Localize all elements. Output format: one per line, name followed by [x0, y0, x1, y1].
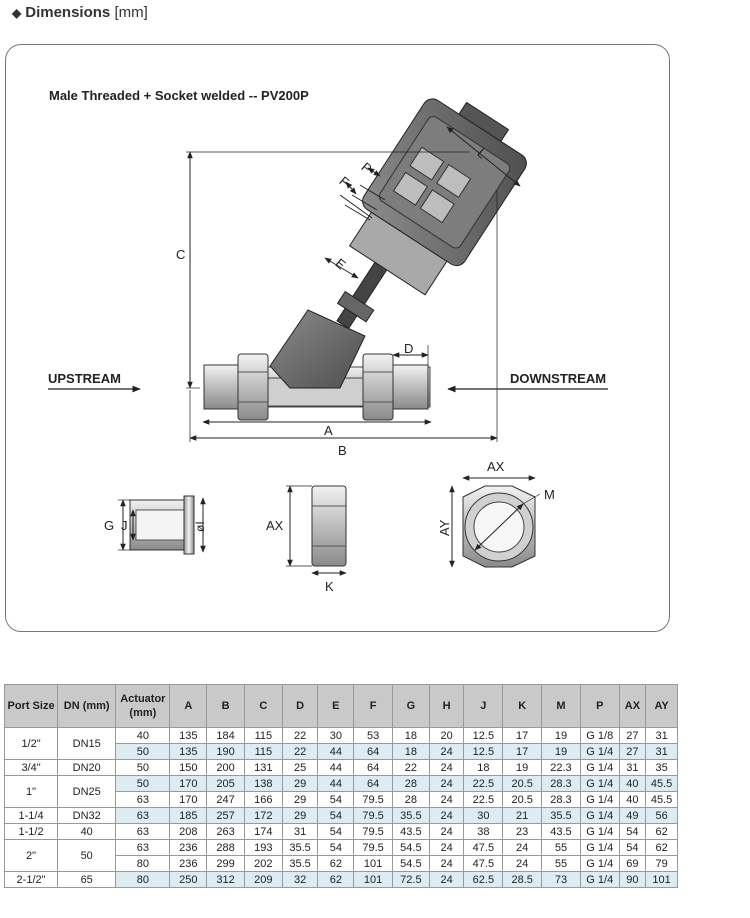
table-cell: 63 [116, 824, 170, 840]
port-size-cell: 1-1/2 [5, 824, 58, 840]
table-cell: 29 [282, 808, 318, 824]
table-cell: 28 [393, 792, 430, 808]
table-cell: 49 [619, 808, 646, 824]
table-cell: 257 [207, 808, 245, 824]
table-cell: 24 [503, 840, 542, 856]
dimensions-table [4, 684, 678, 888]
table-cell: 22 [282, 744, 318, 760]
table-cell: 263 [207, 824, 245, 840]
table-cell: G 1/4 [580, 776, 619, 792]
table-cell: 73 [542, 872, 581, 888]
port-size-cell: 1" [5, 776, 58, 808]
table-cell: 208 [170, 824, 207, 840]
column-header: P [580, 685, 619, 728]
column-header: D [282, 685, 318, 728]
table-cell: 79.5 [354, 824, 393, 840]
table-row [5, 808, 678, 824]
table-cell: 35.5 [393, 808, 430, 824]
table-cell: 312 [207, 872, 245, 888]
table-cell: 40 [116, 728, 170, 744]
table-cell: 172 [244, 808, 282, 824]
column-header: Port Size [5, 685, 58, 728]
table-cell: 170 [170, 792, 207, 808]
table-cell: 24 [503, 856, 542, 872]
table-cell: G 1/4 [580, 808, 619, 824]
table-cell: 247 [207, 792, 245, 808]
table-cell: 24 [429, 856, 464, 872]
table-cell: 54.5 [393, 840, 430, 856]
column-header: AX [619, 685, 646, 728]
table-cell: G 1/4 [580, 792, 619, 808]
dim-label-p: P [358, 159, 375, 177]
table-cell: 17 [503, 744, 542, 760]
table-cell: 64 [354, 744, 393, 760]
dim-label-m: M [544, 487, 555, 502]
table-cell: 28.5 [503, 872, 542, 888]
table-cell: 28.3 [542, 792, 581, 808]
table-cell: 236 [170, 840, 207, 856]
table-cell: 202 [244, 856, 282, 872]
table-cell: 17 [503, 728, 542, 744]
table-cell: 22 [393, 760, 430, 776]
dim-label-j: J [121, 518, 128, 533]
table-cell: 190 [207, 744, 245, 760]
table-cell: 54 [619, 840, 646, 856]
table-cell: 54 [318, 840, 354, 856]
table-cell: 45.5 [646, 792, 678, 808]
table-cell: 31 [646, 744, 678, 760]
table-cell: 31 [646, 728, 678, 744]
column-header: H [429, 685, 464, 728]
table-cell: 101 [354, 872, 393, 888]
table-cell: 54 [318, 808, 354, 824]
column-header: K [503, 685, 542, 728]
table-header-row [5, 685, 678, 728]
table-cell: 184 [207, 728, 245, 744]
table-cell: 31 [619, 760, 646, 776]
table-cell: 62 [646, 840, 678, 856]
table-cell: 20 [429, 728, 464, 744]
table-cell: 101 [646, 872, 678, 888]
table-cell: 30 [464, 808, 503, 824]
table-cell: 45.5 [646, 776, 678, 792]
column-header: Actuator (mm) [116, 685, 170, 728]
upstream-label: UPSTREAM [48, 371, 121, 386]
table-cell: 22.5 [464, 792, 503, 808]
table-cell: 166 [244, 792, 282, 808]
table-cell: 56 [646, 808, 678, 824]
table-cell: 64 [354, 776, 393, 792]
valve-main-view [48, 83, 608, 458]
table-cell: 12.5 [464, 728, 503, 744]
dim-label-a: A [324, 423, 333, 438]
column-header: F [354, 685, 393, 728]
table-cell: 62 [646, 824, 678, 840]
table-cell: 62 [318, 856, 354, 872]
table-cell: 44 [318, 744, 354, 760]
table-cell: 44 [318, 760, 354, 776]
dn-cell: DN32 [58, 808, 116, 824]
socket-detail-view [104, 496, 207, 554]
table-cell: 38 [464, 824, 503, 840]
table-cell: 24 [429, 792, 464, 808]
table-cell: G 1/8 [580, 728, 619, 744]
table-cell: 35.5 [282, 840, 318, 856]
column-header: B [207, 685, 245, 728]
table-cell: 23 [503, 824, 542, 840]
nut-side-view [266, 486, 346, 594]
table-cell: 40 [619, 792, 646, 808]
table-cell: 138 [244, 776, 282, 792]
table-cell: 80 [116, 872, 170, 888]
table-cell: 32 [282, 872, 318, 888]
table-cell: 53 [354, 728, 393, 744]
table-cell: 131 [244, 760, 282, 776]
table-cell: 43.5 [542, 824, 581, 840]
table-cell: 44 [318, 776, 354, 792]
table-cell: 50 [116, 744, 170, 760]
table-cell: 19 [542, 744, 581, 760]
table-cell: 27 [619, 744, 646, 760]
table-cell: 72.5 [393, 872, 430, 888]
table-cell: G 1/4 [580, 872, 619, 888]
table-cell: 24 [429, 760, 464, 776]
table-cell: 150 [170, 760, 207, 776]
table-cell: 35.5 [542, 808, 581, 824]
table-cell: 193 [244, 840, 282, 856]
table-cell: 19 [542, 728, 581, 744]
table-cell: 19 [503, 760, 542, 776]
table-cell: 21 [503, 808, 542, 824]
table-cell: G 1/4 [580, 840, 619, 856]
table-cell: 54 [318, 792, 354, 808]
column-header: C [244, 685, 282, 728]
table-cell: 69 [619, 856, 646, 872]
table-cell: 22 [282, 728, 318, 744]
column-header: AY [646, 685, 678, 728]
table-cell: 50 [116, 760, 170, 776]
table-cell: 24 [429, 872, 464, 888]
table-cell: 22.3 [542, 760, 581, 776]
table-cell: G 1/4 [580, 856, 619, 872]
table-cell: 63 [116, 792, 170, 808]
table-cell: 54 [318, 824, 354, 840]
dn-cell: DN20 [58, 760, 116, 776]
column-header: E [318, 685, 354, 728]
table-cell: 101 [354, 856, 393, 872]
table-cell: 40 [619, 776, 646, 792]
table-cell: 12.5 [464, 744, 503, 760]
table-row [5, 840, 678, 856]
table-cell: 50 [116, 776, 170, 792]
column-header: DN (mm) [58, 685, 116, 728]
hex-nut-front-view [437, 459, 555, 567]
table-cell: 62.5 [464, 872, 503, 888]
table-cell: 63 [116, 840, 170, 856]
dn-cell: 40 [58, 824, 116, 840]
dim-label-e: E [332, 255, 349, 273]
table-cell: 29 [282, 792, 318, 808]
table-cell: 18 [464, 760, 503, 776]
table-cell: 24 [429, 744, 464, 760]
section-title: Dimensions [25, 4, 111, 21]
table-cell: 55 [542, 856, 581, 872]
table-cell: G 1/4 [580, 824, 619, 840]
table-cell: 63 [116, 808, 170, 824]
port-size-cell: 3/4" [5, 760, 58, 776]
table-cell: 79.5 [354, 840, 393, 856]
table-cell: 64 [354, 760, 393, 776]
table-cell: 18 [393, 744, 430, 760]
drawing-title: Male Threaded + Socket welded -- PV200P [49, 88, 309, 103]
table-row [5, 872, 678, 888]
diamond-bullet-icon: ◆ [12, 6, 22, 20]
port-size-cell: 1-1/4 [5, 808, 58, 824]
table-cell: 55 [542, 840, 581, 856]
table-cell: 79.5 [354, 792, 393, 808]
table-cell: 28.3 [542, 776, 581, 792]
column-header: J [464, 685, 503, 728]
dim-label-f: F [336, 173, 353, 190]
table-cell: 54 [619, 824, 646, 840]
dn-cell: 50 [58, 840, 116, 872]
table-cell: 115 [244, 744, 282, 760]
dim-label-ax-front: AX [487, 459, 505, 474]
dim-label-i: øI [193, 521, 207, 532]
table-cell: 20.5 [503, 776, 542, 792]
dim-label-g: G [104, 518, 115, 533]
table-cell: 54.5 [393, 856, 430, 872]
dim-label-c: C [176, 247, 186, 262]
table-cell: 79.5 [354, 808, 393, 824]
table-cell: 170 [170, 776, 207, 792]
column-header: G [393, 685, 430, 728]
downstream-label: DOWNSTREAM [510, 371, 607, 386]
table-cell: G 1/4 [580, 744, 619, 760]
table-cell: 20.5 [503, 792, 542, 808]
table-row [5, 728, 678, 744]
table-cell: 62 [318, 872, 354, 888]
table-cell: 31 [282, 824, 318, 840]
table-cell: 205 [207, 776, 245, 792]
dn-cell: DN25 [58, 776, 116, 808]
dn-cell: 65 [58, 872, 116, 888]
table-cell: 135 [170, 728, 207, 744]
table-cell: 22.5 [464, 776, 503, 792]
table-cell: 236 [170, 856, 207, 872]
dim-label-ay: AY [437, 519, 452, 536]
port-size-cell: 2-1/2" [5, 872, 58, 888]
table-cell: 209 [244, 872, 282, 888]
table-cell: 29 [282, 776, 318, 792]
table-row [5, 824, 678, 840]
table-cell: 115 [244, 728, 282, 744]
table-cell: 80 [116, 856, 170, 872]
column-header: A [170, 685, 207, 728]
dim-label-ax-side: AX [266, 518, 284, 533]
table-cell: 288 [207, 840, 245, 856]
table-cell: 43.5 [393, 824, 430, 840]
dim-label-l: L [474, 145, 490, 162]
table-cell: 250 [170, 872, 207, 888]
table-cell: 35.5 [282, 856, 318, 872]
table-cell: 30 [318, 728, 354, 744]
table-cell: 24 [429, 824, 464, 840]
table-cell: 90 [619, 872, 646, 888]
table-cell: G 1/4 [580, 760, 619, 776]
table-row [5, 776, 678, 792]
table-cell: 299 [207, 856, 245, 872]
table-cell: 27 [619, 728, 646, 744]
table-cell: 24 [429, 808, 464, 824]
unit-label: [mm] [114, 4, 148, 21]
column-header: M [542, 685, 581, 728]
port-size-cell: 2" [5, 840, 58, 872]
table-cell: 28 [393, 776, 430, 792]
table-cell: 24 [429, 776, 464, 792]
table-cell: 24 [429, 840, 464, 856]
table-cell: 35 [646, 760, 678, 776]
table-cell: 174 [244, 824, 282, 840]
table-cell: 200 [207, 760, 245, 776]
table-cell: 18 [393, 728, 430, 744]
table-cell: 185 [170, 808, 207, 824]
port-size-cell: 1/2" [5, 728, 58, 760]
dim-label-k: K [325, 579, 334, 594]
dim-label-d: D [404, 341, 414, 356]
table-cell: 47.5 [464, 840, 503, 856]
table-cell: 47.5 [464, 856, 503, 872]
table-cell: 135 [170, 744, 207, 760]
table-cell: 25 [282, 760, 318, 776]
table-row [5, 760, 678, 776]
dn-cell: DN15 [58, 728, 116, 760]
table-cell: 79 [646, 856, 678, 872]
dim-label-b: B [338, 443, 347, 458]
